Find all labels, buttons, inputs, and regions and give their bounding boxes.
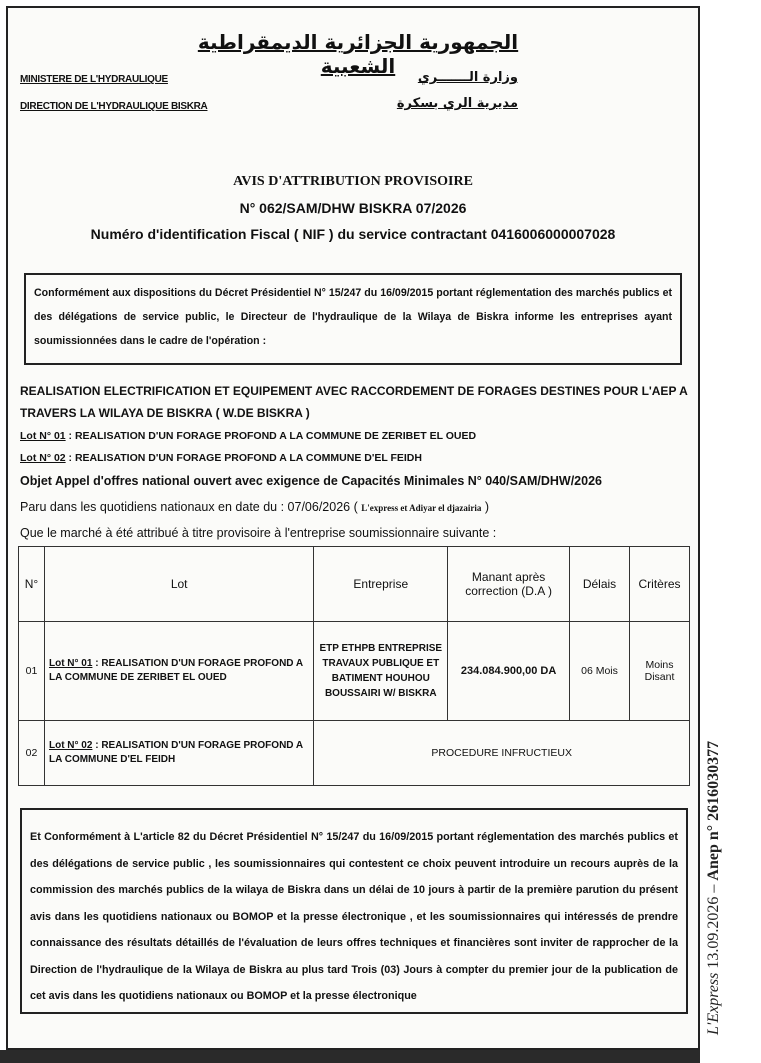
ministry-label-ar: وزارة الـــــــري	[417, 70, 518, 85]
row-1-num: 01	[19, 622, 45, 721]
lot-line-1	[20, 430, 476, 442]
lot-1-label: Lot N° 01	[20, 430, 66, 442]
row-1-lot-label: Lot N° 01	[48, 658, 93, 669]
row-1-delais: 06 Mois	[570, 622, 630, 721]
nif-line: Numéro d'identification Fiscal ( NIF ) du service contractant 0416006000007028	[90, 226, 616, 242]
row-2-num: 02	[19, 721, 45, 786]
scan-bottom-edge	[0, 1050, 700, 1063]
direction-label-ar: مديرية الري بسكرة	[396, 96, 518, 111]
lot-1-text: : REALISATION D'UN FORAGE PROFOND A LA COMMUNE DE ZERIBET EL OUED	[65, 430, 477, 442]
row-2-status: PROCEDURE INFRUCTIEUX	[314, 721, 690, 786]
row-2-lot	[44, 721, 313, 786]
table-row	[19, 622, 690, 721]
row-1-entreprise: ETP ETHPB ENTREPRISE TRAVAUX PUBLIQUE ET BATIMENT HOUHOU BOUSSAIRI W/ BISKRA	[314, 622, 448, 721]
lot-2-text: : REALISATION D'UN FORAGE PROFOND A LA COMMUNE D'EL FEIDH	[65, 452, 422, 464]
table-header-row	[19, 547, 690, 622]
caption-paper: L'Express	[705, 972, 722, 1035]
notice-title: AVIS D'ATTRIBUTION PROVISOIRE	[233, 174, 473, 189]
row-2-lot-label: Lot N° 02	[48, 740, 93, 751]
attribution-line: Que le marché à été attribué à titre provisoire à l'entreprise soumissionnaire suivante :	[20, 526, 497, 540]
intro-box: Conformément aux dispositions du Décret Présidentiel N° 15/247 du 16/09/2015 portant réglementation des marchés publics et des délégations de service public, le Directeur de l'hydraulique de la Wilaya de Biskra informe les entreprises ayant soumissionnées dans le cadre de l'opération :	[24, 273, 682, 365]
results-table	[18, 546, 690, 786]
row-1-criteres: Moins Disant	[629, 622, 689, 721]
paru-text: Paru dans les quotidiens nationaux en date du : 07/06/2026 (	[20, 500, 362, 514]
lot-line-2	[20, 452, 422, 464]
paru-papers: L'express et Adiyar el djazairia	[361, 503, 482, 513]
paru-line	[20, 500, 489, 514]
row-1-lot	[44, 622, 313, 721]
table-row	[19, 721, 690, 786]
notice-number: N° 062/SAM/DHW BISKRA 07/2026	[239, 200, 467, 216]
col-header-lot: Lot	[44, 547, 313, 622]
arabic-republic-title: الجمهورية الجزائرية الديمقراطية الشعبية	[197, 30, 519, 78]
direction-label-fr: DIRECTION DE L'HYDRAULIQUE BISKRA	[20, 101, 208, 112]
row-1-lot-text: : REALISATION D'UN FORAGE PROFOND A LA COMMUNE DE ZERIBET EL OUED	[48, 658, 303, 683]
col-header-criteres: Critères	[629, 547, 689, 622]
ministry-label-fr: MINISTERE DE L'HYDRAULIQUE	[20, 74, 168, 85]
caption-anep: Anep n° 2616030377	[705, 740, 722, 881]
row-2-lot-text: : REALISATION D'UN FORAGE PROFOND A LA COMMUNE D'EL FEIDH	[48, 740, 303, 765]
recourse-box: Et Conformément à L'article 82 du Décret Présidentiel N° 15/247 du 16/09/2015 portant réglementation des marchés publics et des délégations de service public , les soumissionnaires qui contestent ce choix peuvent introduire un recours auprès de la commission des marchés publics de la wilaya de Biskra dans un délai de 10 jours à partir de la première parution du présent avis dans les quotidiens nationaux ou BOMOP et la presse électronique , et les soumissionnaires qui intéressés de prendre connaissance des résultats détaillés de l'évaluation de leurs offres techniques et financières sont inviter de rapprocher de la Direction de l'hydraulique de la Wilaya de Biskra au plus tard Trois (03) Jours à compter du premier jour de la publication de cet avis dans les quotidiens nationaux ou BOMOP et la presse électronique	[20, 808, 688, 1014]
notice-sheet	[6, 6, 700, 1050]
col-header-delais: Délais	[570, 547, 630, 622]
row-1-montant: 234.084.900,00 DA	[448, 622, 570, 721]
objet-line: Objet Appel d'offres national ouvert avec exigence de Capacités Minimales N° 040/SAM/DHW/2026	[20, 474, 602, 488]
col-header-montant: Manant après correction (D.A )	[448, 547, 570, 622]
caption-date: 13.09.2026 –	[705, 880, 722, 973]
col-header-entreprise: Entreprise	[314, 547, 448, 622]
operation-title: REALISATION ELECTRIFICATION ET EQUIPEMENT AVEC RACCORDEMENT DE FORAGES DESTINES POUR L'AEP A TRAVERS LA WILAYA DE BISKRA ( W.DE BISKRA )	[20, 384, 688, 420]
col-header-num: N°	[19, 547, 45, 622]
publication-caption	[705, 705, 727, 1035]
lot-2-label: Lot N° 02	[20, 452, 66, 464]
paru-close: )	[481, 500, 490, 514]
